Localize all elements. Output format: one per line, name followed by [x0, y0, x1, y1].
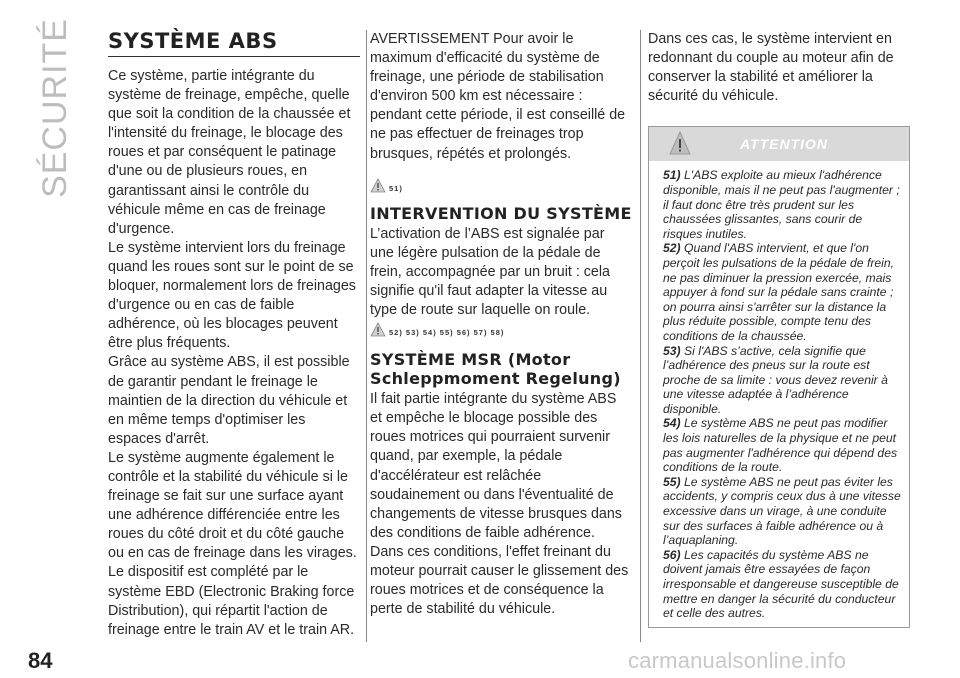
paragraph: Le système augmente également le contrôle et la stabilité du véhicule si le freinage se fait sur une surface ayant une adhérence différenciée entre les roues du côté droit et du côté gauche ou en cas de freinage dans les virages.: [108, 449, 357, 562]
warning-triangle-icon: [370, 178, 386, 193]
warning-reference: [370, 178, 632, 198]
watermark-text: carmanualsonline.info: [628, 648, 847, 673]
column-divider: [640, 30, 641, 642]
page-number: 84: [28, 648, 53, 673]
attention-note: 53) Si l'ABS s’active, cela signifie que l’adhérence des pneus sur la route est proche de sa limite : vous devez revenir à une vitesse adaptée à l’adhérence disponible.: [663, 343, 888, 416]
paragraph: Dans ces cas, le système intervient en redonnant du couple au moteur afin de conserver la stabilité et améliorer la sécurité du véhicule.: [648, 31, 894, 105]
paragraph: Le système intervient lors du freinage quand les roues sont sur le point de se bloquer, normalement lors de freinages d'urgence ou en cas de faible adhérence, où les blocages peuvent être plus fréquents.: [108, 239, 356, 352]
warning-reference-numbers: 52) 53) 54) 55) 56) 57) 58): [389, 328, 505, 338]
column-divider: [366, 30, 367, 642]
attention-notes: [649, 161, 909, 626]
paragraph: L’activation de l’ABS est signalée par une légère pulsation de la pédale de frein, accompagnée par un bruit : cela signifie qu'il faut adapter la vitesse au type de route sur laquelle on roule.: [370, 225, 611, 319]
heading-intervention-du-systeme: INTERVENTION DU SYSTÈME: [370, 203, 632, 223]
section-side-title: SÉCURITÉ: [36, 18, 74, 198]
heading-systeme-abs: SYSTÈME ABS: [108, 30, 360, 57]
attention-note: 54) Le système ABS ne peut pas modifier les lois naturelles de la physique et ne peut pas augmenter l'adhérence qui dépend des conditions de la route.: [663, 416, 898, 475]
warning-paragraph: AVERTISSEMENT Pour avoir le maximum d'efficacité du système de freinage, une période de stabilisation d'environ 500 km est nécessaire : pendant cette période, il est conseillé de ne pas effectuer de freinages trop brusques, répétés et prolongés.: [370, 31, 626, 162]
attention-box: [648, 126, 910, 627]
attention-note: 55) Le système ABS ne peut pas éviter les accidents, y compris ceux dus à une vitesse excessive dans un virage, à une conduite sur des surfaces à faible adhérence ou à l’aquaplaning.: [663, 474, 901, 548]
paragraph: Il fait partie intégrante du système ABS et empêche le blocage possible des roues motrices qui pourraient survenir quand, par exemple, la pédale d'accélérateur est relâchée soudainement ou dans l'éventualité de changements de vitesse brusques dans des conditions de faible adhérence. Dans ces conditions, l'effet freinant du moteur pourrait causer le glissement des roues motrices et de conséquence la perte de stabilité du véhicule.: [370, 391, 629, 618]
column-3: [648, 30, 910, 628]
attention-note: 52) Quand l'ABS intervient, et que l'on perçoit les pulsations de la pédale de frein, ne pas diminuer la pression exercée, mais appuyer à fond sur la pédale sans crainte ; on pourra ainsi s'arrêter sur la distance la plus réduite possible, compte tenu des conditions de la chaussée.: [663, 241, 895, 343]
heading-systeme-msr: SYSTÈME MSR (Motor Schleppmoment Regelung): [370, 350, 621, 389]
paragraph: Le dispositif est complété par le système EBD (Electronic Braking force Distribution), qui répartit l'action de freinage entre le train AV et le train AR.: [108, 564, 355, 638]
warning-reference: [370, 322, 632, 342]
paragraph: Grâce au système ABS, il est possible de garantir pendant le freinage le maintien de la direction du véhicule et en même temps d'optimiser les espaces d'arrêt.: [108, 354, 350, 447]
column-2: [370, 30, 632, 619]
warning-reference-numbers: 51): [389, 183, 403, 193]
warning-triangle-icon: [669, 130, 691, 156]
attention-header: [649, 127, 909, 161]
attention-label: ATTENTION: [739, 136, 829, 153]
paragraph: Ce système, partie intégrante du système de freinage, empêche, quelle que soit la condition de la chaussée et l'intensité du freinage, le blocage des roues et par conséquent le patinage d'une ou de plusieurs roues, en garantissant ainsi le contrôle du véhicule même en cas de freinage d'urgence.: [108, 68, 351, 237]
attention-note: 56) Les capacités du système ABS ne doivent jamais être essayées de façon irresponsable et dangereuse susceptible de mettre en danger la sécurité du conducteur et celle des autres.: [663, 547, 899, 621]
column-1: [108, 30, 360, 640]
attention-note: 51) L'ABS exploite au mieux l'adhérence disponible, mais il ne peut pas l'augmenter ; il faut donc être très prudent sur les chaussées glissantes, sans courir de risques inutiles.: [663, 168, 900, 241]
warning-triangle-icon: [370, 322, 386, 337]
